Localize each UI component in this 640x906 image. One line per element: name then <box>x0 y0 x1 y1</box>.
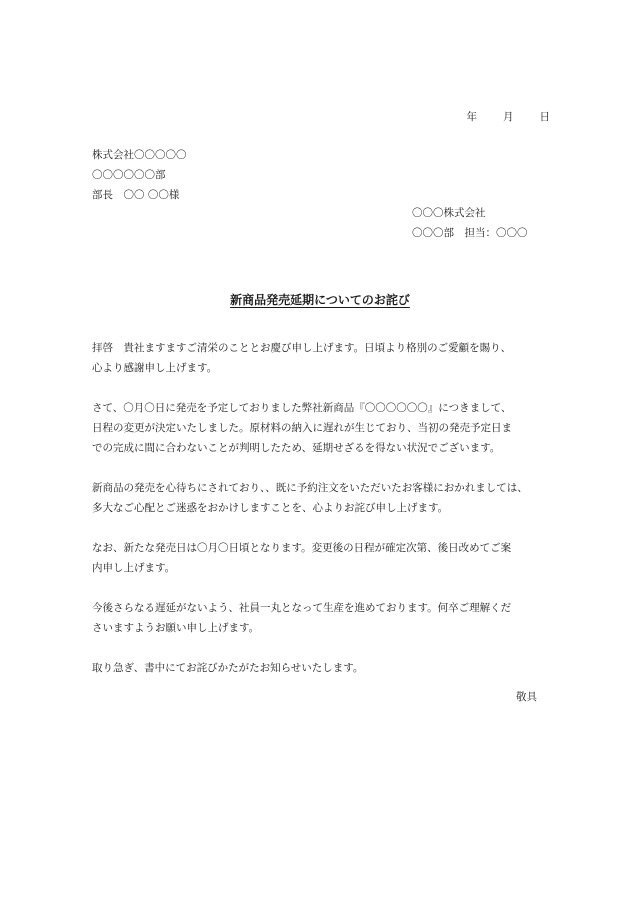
letter-title <box>0 290 640 311</box>
paragraph-line: 新商品の発売を心待ちにされており、、既に予約注文をいただいたお客様におかれましては、 <box>92 482 528 494</box>
date-line <box>467 107 551 127</box>
paragraph-line: 取り急ぎ、書中にてお詫びかたがたお知らせいたします。 <box>92 662 364 674</box>
recipient-company: 株式会社〇〇〇〇〇 <box>92 149 187 161</box>
paragraph-line: 内申し上げます。 <box>92 562 176 574</box>
sender-department: 〇〇〇部 担当：〇〇〇 <box>412 227 528 239</box>
paragraph-line: 心より感謝申し上げます。 <box>92 362 218 374</box>
paragraph-line: 多大なご心配とご迷惑をおかけしますことを、心よりお詫び申し上げます。 <box>92 502 449 514</box>
paragraph-line: さいますようお願い申し上げます。 <box>92 622 260 634</box>
date-month: 月 <box>503 111 514 123</box>
recipient-name: 部長 〇〇 〇〇様 <box>92 189 180 201</box>
paragraph-line: さて、〇月〇日に発売を予定しておりました弊社新商品『〇〇〇〇〇〇』につきまして、 <box>92 402 512 414</box>
closing-keigu: 敬具 <box>516 691 537 703</box>
paragraph <box>92 398 562 458</box>
paragraph <box>92 338 562 378</box>
date-day: 日 <box>539 111 550 123</box>
letter-title-text: 新商品発売延期についてのお詫び <box>230 293 410 307</box>
recipient-block <box>92 145 187 205</box>
paragraph <box>92 538 562 578</box>
paragraph-line: での完成に間に合わないことが判明したため、延期せざるを得ない状況でございます。 <box>92 442 501 454</box>
paragraph-line: 今後さらなる遅延がないよう、社員一丸となって生産を進めております。何卒ご理解くだ <box>92 602 512 614</box>
paragraph-line: 拝啓 貴社ますますご清栄のこととお慶び申し上げます。日頃より格別のご愛顧を賜り、 <box>92 342 512 354</box>
sender-company: 〇〇〇株式会社 <box>412 207 486 219</box>
date-year: 年 <box>466 111 477 123</box>
letter-body <box>92 338 562 698</box>
paragraph-line: なお、新たな発売日は〇月〇日頃となります。変更後の日程が確定次第、後日改めてご案 <box>92 542 512 554</box>
recipient-department: 〇〇〇〇〇〇部 <box>92 169 166 181</box>
paragraph <box>92 598 562 638</box>
paragraph <box>92 658 562 678</box>
paragraph <box>92 478 562 518</box>
sender-block <box>412 203 528 243</box>
paragraph-line: 日程の変更が決定いたしました。原材料の納入に遅れが生じており、当初の発売予定日ま <box>92 422 512 434</box>
